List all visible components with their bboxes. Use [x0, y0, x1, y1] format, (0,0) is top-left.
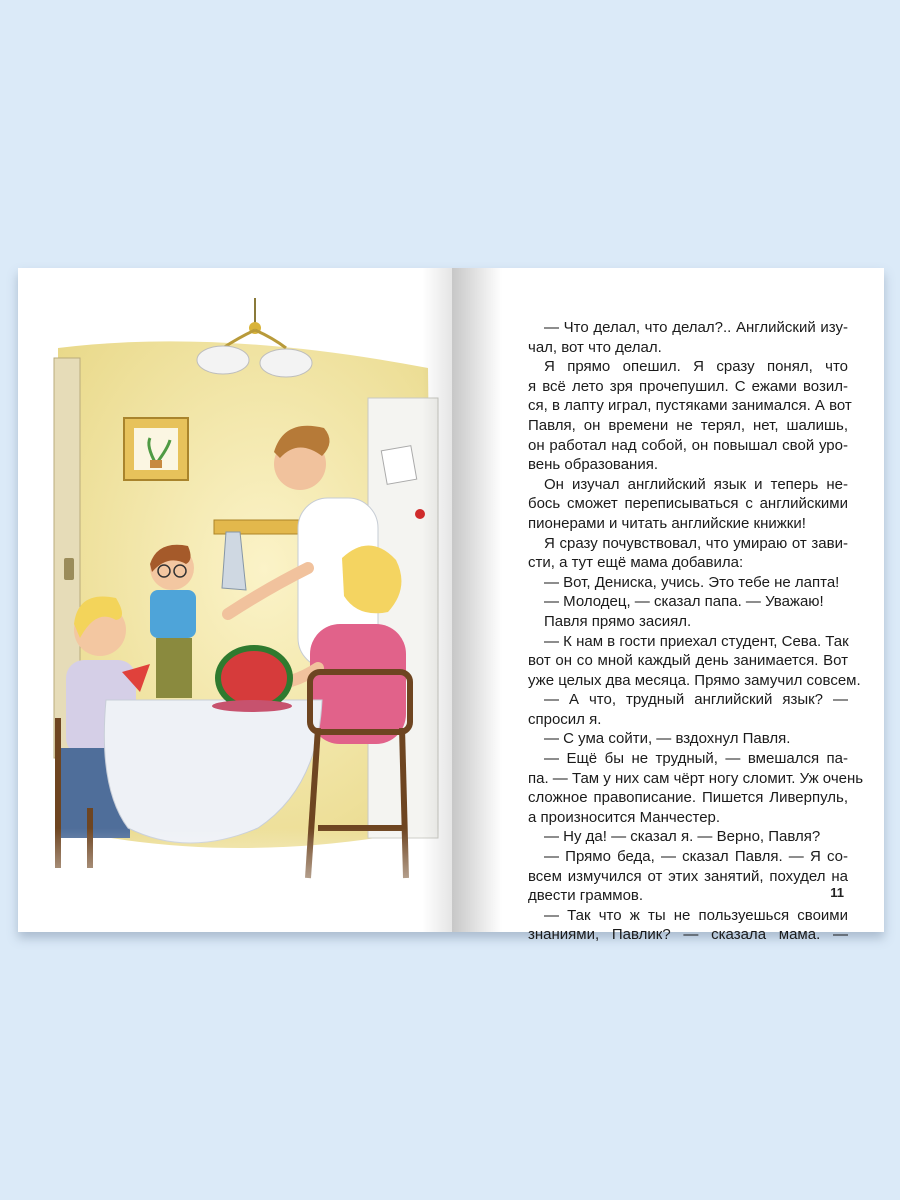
text-line: Я сразу почувствовал, что умираю от зави-: [544, 534, 848, 552]
text-line: — С ума сойти, — вздохнул Павля.: [544, 730, 791, 748]
family-kitchen-illustration: [18, 268, 452, 932]
text-line: чал, вот что делал.: [528, 338, 662, 356]
text-line: уже целых два месяца. Прямо замучил совсем.: [528, 671, 861, 689]
text-line: Павля прямо засиял.: [544, 612, 692, 630]
text-line: ся, в лапту играл, пустяками занимался. А вот: [528, 397, 852, 415]
story-text: [528, 318, 864, 945]
text-line: пионерами и читать английские книжки!: [528, 514, 806, 532]
text-line: я всё лето зря прочепушил. С ежами возил-: [528, 377, 848, 395]
text-line: — Так что ж ты не пользуешься своими: [544, 906, 848, 924]
text-line: вень образования.: [528, 456, 659, 474]
text-line: вот он со мной каждый день занимается. Вот: [528, 652, 848, 670]
text-line: Павля, он времени не терял, нет, шалишь,: [528, 416, 848, 434]
text-line: — Ещё бы не трудный, — вмешался па-: [544, 750, 848, 768]
page-number: 11: [830, 885, 844, 900]
text-line: всем измучился от этих занятий, похудел на: [528, 867, 848, 885]
text-line: сложное правописание. Пишется Ливерпуль,: [528, 789, 848, 807]
text-line: — Прямо беда, — сказал Павля. — Я со-: [544, 848, 848, 866]
text-line: Он изучал английский язык и теперь не-: [544, 475, 848, 493]
boy-with-glasses: [150, 545, 196, 698]
text-line: па. — Там у них сам чёрт ногу сломит. Уж очень: [528, 769, 864, 787]
text-line: — Ну да! — сказал я. — Верно, Павля?: [544, 828, 821, 846]
right-page: [452, 268, 884, 944]
text-line: — А что, трудный английский язык? —: [544, 691, 848, 709]
text-line: — Вот, Дениска, учись. Это тебе не лапта!: [544, 573, 840, 591]
text-line: Я прямо опешил. Я сразу понял, что: [544, 358, 848, 376]
text-line: — К нам в гости приехал студент, Сева. Так: [544, 632, 849, 650]
text-line: а произносится Манчестер.: [528, 808, 721, 826]
text-line: сти, а тут ещё мама добавила:: [528, 554, 744, 572]
text-line: бось сможет переписываться с английскими: [528, 495, 848, 513]
text-line: он работал над собой, он повышал свой уро-: [528, 436, 848, 454]
wall-picture: [124, 418, 188, 480]
open-book: [18, 268, 884, 944]
text-line: двести граммов.: [528, 887, 644, 905]
left-page: [18, 268, 452, 932]
text-line: спросил я.: [528, 710, 602, 728]
text-line: — Молодец, — сказал папа. — Уважаю!: [544, 593, 824, 611]
text-line: — Что делал, что делал?.. Английский изу-: [544, 319, 848, 336]
text-line: знаниями, Павлик? — сказала мама. —: [528, 926, 848, 944]
